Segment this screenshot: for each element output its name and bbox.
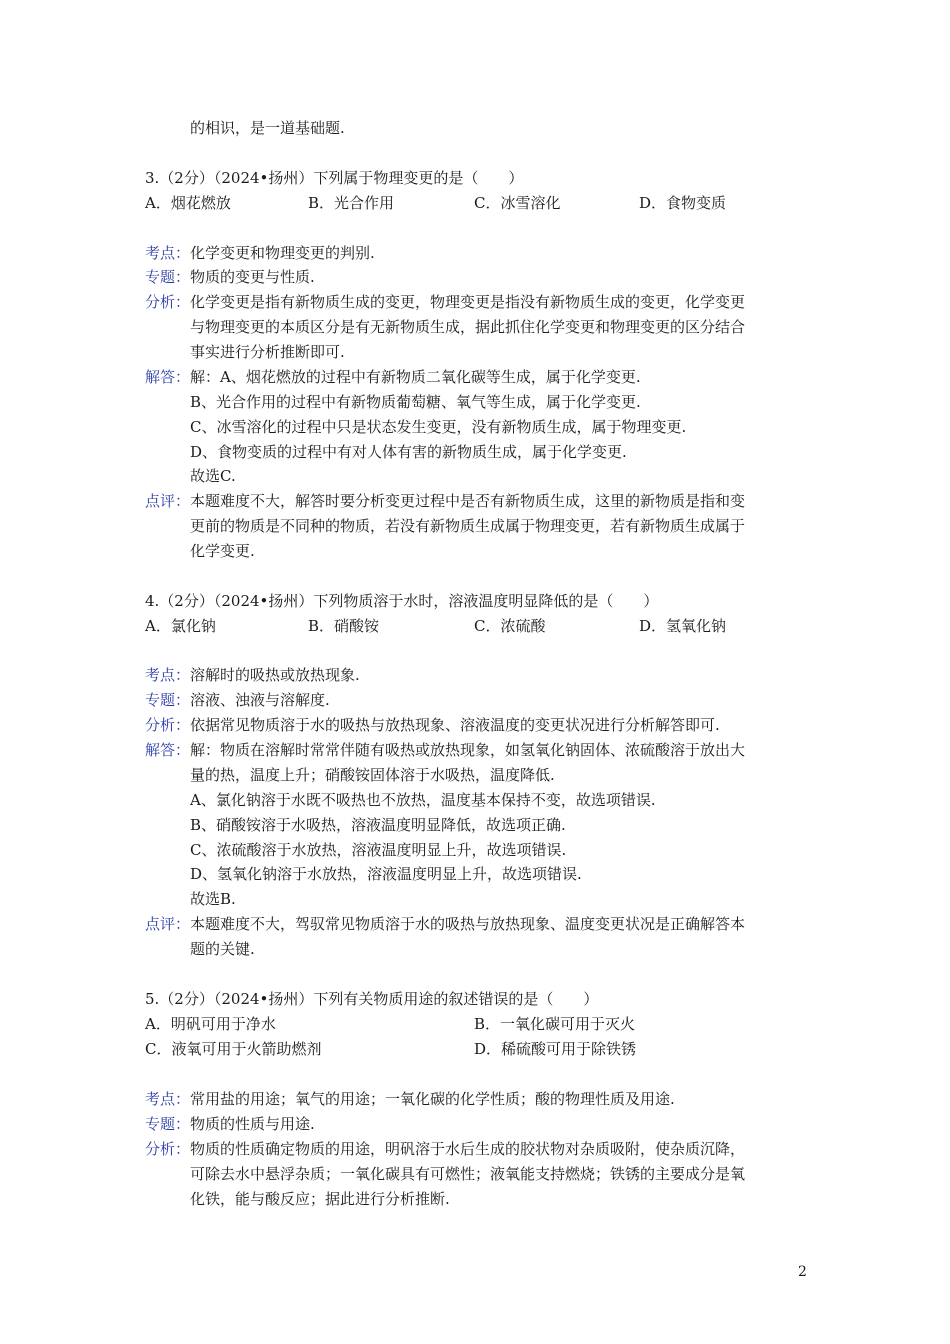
q3-fenxi-label: 分析： [145,293,191,311]
q4-jieda-line: 量的热，温度上升；硝酸铵固体溶于水吸热，温度降低. [190,766,555,784]
intro-line: 的相识，是一道基础题. [190,119,345,137]
q5-option-a: A．明矾可用于净水 [145,1015,276,1033]
q5-fenxi-line: 化铁，能与酸反应；据此进行分析推断. [190,1190,450,1208]
q5-zhuanti-text: 物质的性质与用途. [190,1115,315,1133]
question-5-stem: 5.（2分）（2024•扬州）下列有关物质用途的叙述错误的是（ ） [145,990,599,1008]
q3-dianping-label: 点评： [145,492,191,510]
q3-fenxi-line: 与物理变更的本质区分是有无新物质生成，据此抓住化学变更和物理变更的区分结合 [190,318,746,336]
q4-jieda-line: 故选B. [190,890,236,908]
q5-kaodian-label: 考点： [145,1090,191,1108]
q4-jieda-line: B、硝酸铵溶于水吸热，溶液温度明显降低，故选项正确. [190,816,566,834]
q4-option-b: B．硝酸铵 [308,617,380,635]
q4-dianping-line: 本题难度不大，驾驭常见物质溶于水的吸热与放热现象、温度变更状况是正确解答本 [190,915,746,933]
q3-kaodian-label: 考点： [145,244,191,262]
q4-option-d: D．氢氧化钠 [639,617,727,635]
q3-option-a: A．烟花燃放 [145,194,231,212]
q5-fenxi-label: 分析： [145,1140,191,1158]
page-number: 2 [798,1264,807,1280]
q3-dianping-line: 本题难度不大，解答时要分析变更过程中是否有新物质生成，这里的新物质是指和变 [190,492,746,510]
q3-zhuanti-label: 专题： [145,268,191,286]
q3-fenxi-line: 事实进行分析推断即可. [190,343,345,361]
q4-jieda-line: D、氢氧化钠溶于水放热，溶液温度明显上升，故选项错误. [190,865,582,883]
q3-jieda-line: 解：A、烟花燃放的过程中有新物质二氧化碳等生成，属于化学变更. [190,368,641,386]
q3-jieda-line: B、光合作用的过程中有新物质葡萄糖、氧气等生成，属于化学变更. [190,393,641,411]
q3-zhuanti-text: 物质的变更与性质. [190,268,315,286]
q3-kaodian-text: 化学变更和物理变更的判别. [190,244,375,262]
q4-option-c: C．浓硫酸 [474,617,546,635]
q4-jieda-line: C、浓硫酸溶于水放热，溶液温度明显上升，故选项错误. [190,841,567,859]
q5-kaodian-text: 常用盐的用途；氧气的用途；一氧化碳的化学性质；酸的物理性质及用途. [190,1090,675,1108]
q4-fenxi-label: 分析： [145,716,191,734]
q4-option-a: A．氯化钠 [145,617,216,635]
q4-jieda-line: A、氯化钠溶于水既不吸热也不放热，温度基本保持不变，故选项错误. [190,791,656,809]
q4-dianping-label: 点评： [145,915,191,933]
q4-kaodian-text: 溶解时的吸热或放热现象. [190,666,360,684]
q4-kaodian-label: 考点： [145,666,191,684]
q3-jieda-line: D、食物变质的过程中有对人体有害的新物质生成，属于化学变更. [190,443,627,461]
q3-jieda-label: 解答： [145,368,191,386]
q4-jieda-label: 解答： [145,741,191,759]
q3-jieda-line: C、冰雪溶化的过程中只是状态发生变更，没有新物质生成，属于物理变更. [190,418,687,436]
q3-fenxi-line: 化学变更是指有新物质生成的变更，物理变更是指没有新物质生成的变更，化学变更 [190,293,746,311]
q4-dianping-line: 题的关键. [190,940,255,958]
q3-option-c: C．冰雪溶化 [474,194,561,212]
q4-fenxi-line: 依据常见物质溶于水的吸热与放热现象、溶液温度的变更状况进行分析解答即可. [190,716,720,734]
q3-dianping-line: 更前的物质是不同种的物质，若没有新物质生成属于物理变更，若有新物质生成属于 [190,517,746,535]
question-4-stem: 4.（2分）（2024•扬州）下列物质溶于水时，溶液温度明显降低的是（ ） [145,592,659,610]
question-3-stem: 3.（2分）（2024•扬州）下列属于物理变更的是（ ） [145,169,524,187]
q3-jieda-line: 故选C. [190,467,236,485]
q5-fenxi-line: 可除去水中悬浮杂质；一氧化碳具有可燃性；液氧能支持燃烧；铁锈的主要成分是氧 [190,1165,746,1183]
q4-zhuanti-label: 专题： [145,691,191,709]
q4-jieda-line: 解：物质在溶解时常常伴随有吸热或放热现象，如氢氧化钠固体、浓硫酸溶于放出大 [190,741,746,759]
q5-zhuanti-label: 专题： [145,1115,191,1133]
q5-fenxi-line: 物质的性质确定物质的用途，明矾溶于水后生成的胶状物对杂质吸附，使杂质沉降， [190,1140,746,1158]
q3-dianping-line: 化学变更. [190,542,255,560]
q3-option-b: B．光合作用 [308,194,395,212]
q5-option-c: C．液氧可用于火箭助燃剂 [145,1040,322,1058]
q3-option-d: D．食物变质 [639,194,727,212]
q4-zhuanti-text: 溶液、浊液与溶解度. [190,691,330,709]
q5-option-b: B．一氧化碳可用于灭火 [474,1015,636,1033]
q5-option-d: D．稀硫酸可用于除铁锈 [474,1040,637,1058]
